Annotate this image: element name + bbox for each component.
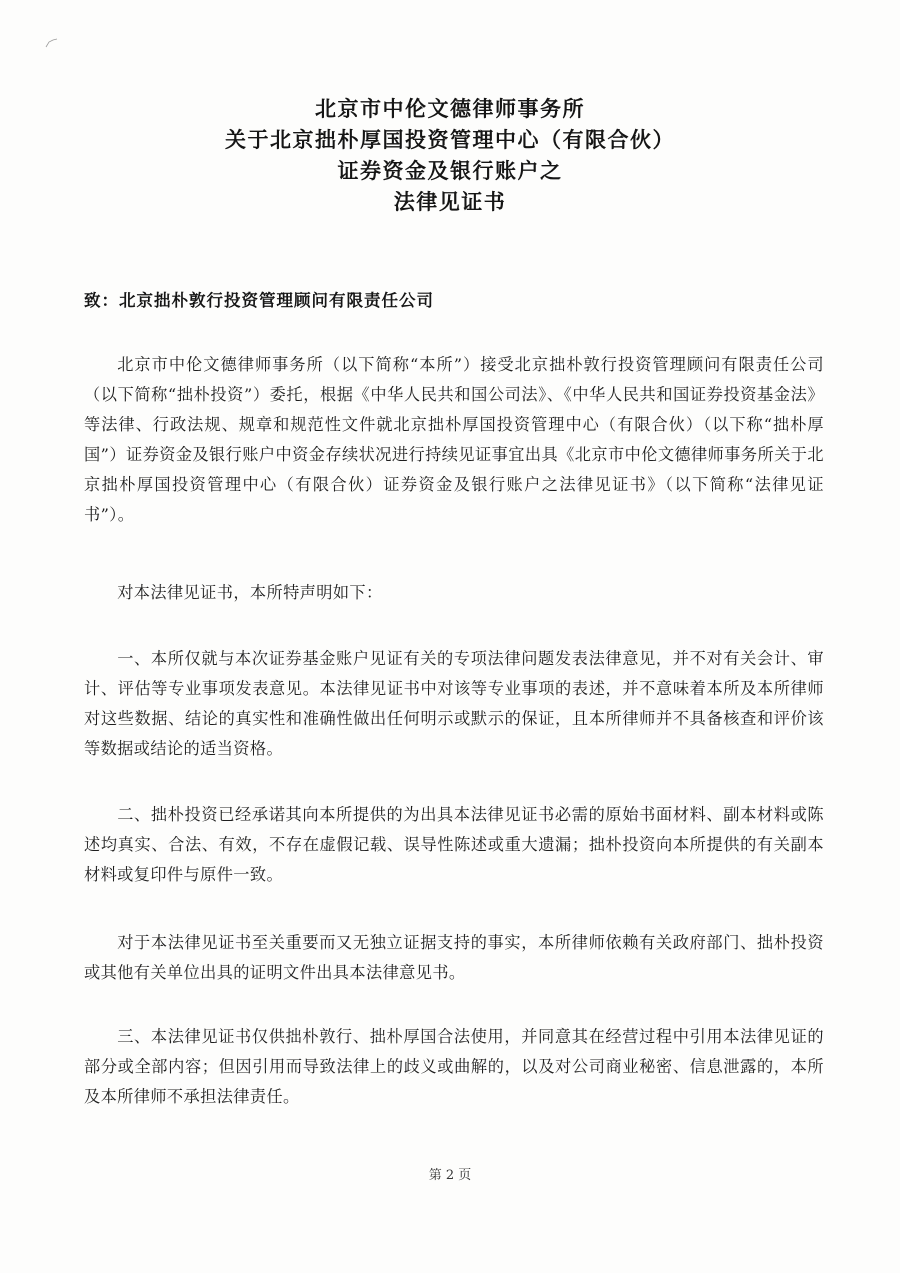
- title-line-1: 北京市中伦文德律师事务所: [315, 97, 585, 121]
- paragraph-clause-3: 三、本法律见证书仅供拙朴敦行、拙朴厚国合法使用，并同意其在经营过程中引用本法律见证的部分或全部内容；但因引用而导致法律上的歧义或曲解的，以及对公司商业秘密、信息泄露的，本所及本所律师不承担法律责任。: [84, 1027, 824, 1106]
- paragraph-declaration-lead: 对本法律见证书，本所特声明如下：: [117, 583, 383, 602]
- document-title: [0, 94, 900, 218]
- page-number: 第 2 页: [428, 1168, 472, 1183]
- paragraph-clause-1: 一、本所仅就与本次证券基金账户见证有关的专项法律问题发表法律意见，并不对有关会计、审计、评估等专业事项发表意见。本法律见证书中对该等专业事项的表述，并不意味着本所及本所律师对这些数据、结论的真实性和准确性做出任何明示或默示的保证，且本所律师并不具备核查和评价该等数据或结论的适当资格。: [84, 649, 824, 758]
- paragraph-clause-2: 二、拙朴投资已经承诺其向本所提供的为出具本法律见证书必需的原始书面材料、副本材料或陈述均真实、合法、有效，不存在虚假记载、误导性陈述或重大遗漏；拙朴投资向本所提供的有关副本材料或复印件与原件一致。: [84, 805, 824, 884]
- scan-speck: [44, 38, 60, 48]
- title-line-3: 证券资金及银行账户之: [337, 159, 563, 183]
- paragraph-reliance: 对于本法律见证书至关重要而又无独立证据支持的事实，本所律师依赖有关政府部门、拙朴投资或其他有关单位出具的证明文件出具本法律意见书。: [84, 933, 824, 982]
- title-line-2: 关于北京拙朴厚国投资管理中心（有限合伙）: [225, 128, 675, 152]
- paragraph-intro: 北京市中伦文德律师事务所（以下简称“本所”）接受北京拙朴敦行投资管理顾问有限责任公司（以下简称“拙朴投资”）委托，根据《中华人民共和国公司法》、《中华人民共和国证券投资基金法》等法律、行政法规、规章和规范性文件就北京拙朴厚国投资管理中心（有限合伙）（以下称“拙朴厚国”）证券资金及银行账户中资金存续状况进行持续见证事宜出具《北京市中伦文德律师事务所关于北京拙朴厚国投资管理中心（有限合伙）证券资金及银行账户之法律见证书》（以下简称“法律见证书”）。: [84, 355, 824, 524]
- title-line-4: 法律见证书: [393, 190, 507, 214]
- addressee: 致：北京拙朴敦行投资管理顾问有限责任公司: [84, 291, 434, 310]
